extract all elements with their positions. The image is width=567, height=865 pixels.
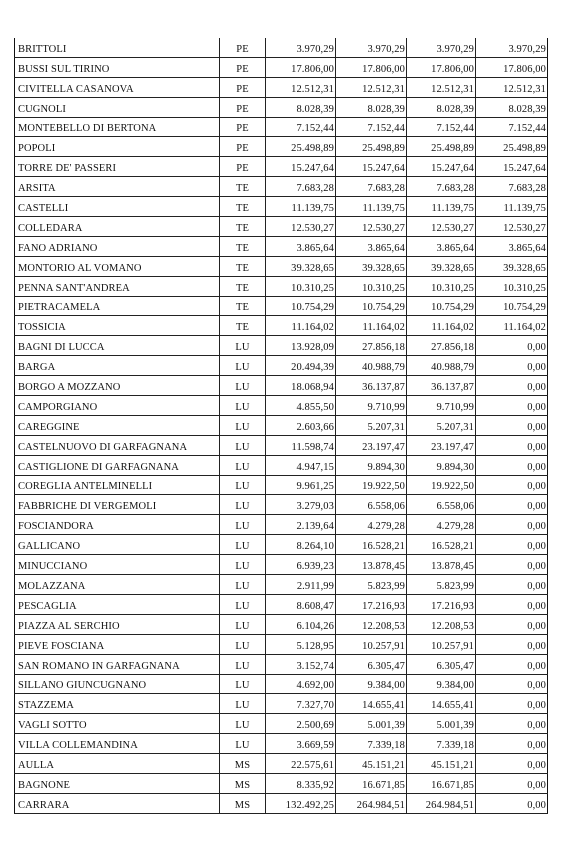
amount-column-2-cell: 5.001,39 xyxy=(336,714,407,734)
amount-column-3-cell: 27.856,18 xyxy=(407,336,476,356)
amount-column-4-cell: 3.970,29 xyxy=(476,38,548,57)
municipality-name-cell: BARGA xyxy=(15,356,220,376)
amount-column-3-cell: 12.530,27 xyxy=(407,217,476,237)
amount-column-2-cell: 7.152,44 xyxy=(336,117,407,137)
amount-column-3-cell: 3.970,29 xyxy=(407,38,476,57)
amount-column-2-cell: 16.671,85 xyxy=(336,773,407,793)
province-code-cell: TE xyxy=(220,217,266,237)
table-row xyxy=(15,555,548,575)
amount-column-3-cell: 14.655,41 xyxy=(407,694,476,714)
amount-column-2-cell: 6.305,47 xyxy=(336,654,407,674)
amount-column-4-cell: 0,00 xyxy=(476,336,548,356)
amount-column-2-cell: 15.247,64 xyxy=(336,157,407,177)
amount-column-2-cell: 17.806,00 xyxy=(336,57,407,77)
province-code-cell: LU xyxy=(220,555,266,575)
amount-column-1-cell: 11.164,02 xyxy=(266,316,336,336)
amount-column-4-cell: 0,00 xyxy=(476,734,548,754)
municipality-name-cell: TORRE DE' PASSERI xyxy=(15,157,220,177)
amount-column-4-cell: 25.498,89 xyxy=(476,137,548,157)
amount-column-3-cell: 3.865,64 xyxy=(407,236,476,256)
amount-column-2-cell: 9.894,30 xyxy=(336,455,407,475)
table-row xyxy=(15,634,548,654)
municipality-name-cell: MONTORIO AL VOMANO xyxy=(15,256,220,276)
amount-column-3-cell: 11.139,75 xyxy=(407,197,476,217)
table-row xyxy=(15,217,548,237)
amount-column-2-cell: 45.151,21 xyxy=(336,754,407,774)
table-row xyxy=(15,38,548,57)
amount-column-3-cell: 6.305,47 xyxy=(407,654,476,674)
province-code-cell: MS xyxy=(220,793,266,813)
province-code-cell: LU xyxy=(220,614,266,634)
amount-column-2-cell: 9.384,00 xyxy=(336,674,407,694)
province-code-cell: TE xyxy=(220,256,266,276)
province-code-cell: TE xyxy=(220,177,266,197)
municipality-name-cell: CAREGGINE xyxy=(15,415,220,435)
province-code-cell: MS xyxy=(220,754,266,774)
amount-column-4-cell: 0,00 xyxy=(476,754,548,774)
amount-column-2-cell: 8.028,39 xyxy=(336,97,407,117)
municipality-name-cell: FANO ADRIANO xyxy=(15,236,220,256)
table-row xyxy=(15,157,548,177)
amount-column-1-cell: 4.855,50 xyxy=(266,396,336,416)
amount-column-4-cell: 0,00 xyxy=(476,555,548,575)
province-code-cell: LU xyxy=(220,674,266,694)
province-code-cell: LU xyxy=(220,435,266,455)
table-row xyxy=(15,714,548,734)
amount-column-3-cell: 40.988,79 xyxy=(407,356,476,376)
amount-column-2-cell: 6.558,06 xyxy=(336,495,407,515)
province-code-cell: MS xyxy=(220,773,266,793)
amount-column-2-cell: 10.754,29 xyxy=(336,296,407,316)
amount-column-1-cell: 132.492,25 xyxy=(266,793,336,813)
amount-column-1-cell: 6.104,26 xyxy=(266,614,336,634)
table-row xyxy=(15,97,548,117)
municipality-name-cell: MONTEBELLO DI BERTONA xyxy=(15,117,220,137)
province-code-cell: TE xyxy=(220,316,266,336)
amount-column-4-cell: 0,00 xyxy=(476,475,548,495)
table-row xyxy=(15,316,548,336)
amount-column-3-cell: 11.164,02 xyxy=(407,316,476,336)
amount-column-4-cell: 0,00 xyxy=(476,396,548,416)
amount-column-3-cell: 6.558,06 xyxy=(407,495,476,515)
amount-column-1-cell: 4.692,00 xyxy=(266,674,336,694)
amount-column-1-cell: 39.328,65 xyxy=(266,256,336,276)
amount-column-3-cell: 9.894,30 xyxy=(407,455,476,475)
table-row xyxy=(15,773,548,793)
amount-column-3-cell: 19.922,50 xyxy=(407,475,476,495)
province-code-cell: LU xyxy=(220,734,266,754)
amount-column-2-cell: 13.878,45 xyxy=(336,555,407,575)
amount-column-2-cell: 27.856,18 xyxy=(336,336,407,356)
amount-column-1-cell: 10.754,29 xyxy=(266,296,336,316)
table-row xyxy=(15,435,548,455)
table-row xyxy=(15,614,548,634)
amount-column-1-cell: 7.683,28 xyxy=(266,177,336,197)
amount-column-3-cell: 12.512,31 xyxy=(407,77,476,97)
table-row xyxy=(15,296,548,316)
municipality-name-cell: COREGLIA ANTELMINELLI xyxy=(15,475,220,495)
amount-column-2-cell: 36.137,87 xyxy=(336,376,407,396)
table-row xyxy=(15,515,548,535)
municipality-name-cell: TOSSICIA xyxy=(15,316,220,336)
amount-column-1-cell: 8.028,39 xyxy=(266,97,336,117)
amount-column-3-cell: 4.279,28 xyxy=(407,515,476,535)
amount-column-4-cell: 17.806,00 xyxy=(476,57,548,77)
amount-column-2-cell: 12.530,27 xyxy=(336,217,407,237)
amount-column-4-cell: 8.028,39 xyxy=(476,97,548,117)
table-row xyxy=(15,117,548,137)
amount-column-3-cell: 10.310,25 xyxy=(407,276,476,296)
amount-column-1-cell: 7.327,70 xyxy=(266,694,336,714)
amount-column-4-cell: 0,00 xyxy=(476,674,548,694)
amount-column-4-cell: 0,00 xyxy=(476,594,548,614)
amount-column-1-cell: 7.152,44 xyxy=(266,117,336,137)
amount-column-2-cell: 16.528,21 xyxy=(336,535,407,555)
table-row xyxy=(15,137,548,157)
province-code-cell: LU xyxy=(220,475,266,495)
amount-column-3-cell: 10.257,91 xyxy=(407,634,476,654)
amount-column-3-cell: 25.498,89 xyxy=(407,137,476,157)
amount-column-3-cell: 45.151,21 xyxy=(407,754,476,774)
amount-column-1-cell: 9.961,25 xyxy=(266,475,336,495)
amount-column-2-cell: 12.208,53 xyxy=(336,614,407,634)
province-code-cell: LU xyxy=(220,376,266,396)
amount-column-4-cell: 0,00 xyxy=(476,654,548,674)
amount-column-1-cell: 25.498,89 xyxy=(266,137,336,157)
amount-column-2-cell: 23.197,47 xyxy=(336,435,407,455)
municipality-name-cell: COLLEDARA xyxy=(15,217,220,237)
table-row xyxy=(15,754,548,774)
table-row xyxy=(15,376,548,396)
amount-column-4-cell: 0,00 xyxy=(476,575,548,595)
amount-column-4-cell: 0,00 xyxy=(476,495,548,515)
amount-column-1-cell: 3.669,59 xyxy=(266,734,336,754)
amount-column-4-cell: 11.164,02 xyxy=(476,316,548,336)
amount-column-2-cell: 17.216,93 xyxy=(336,594,407,614)
municipality-name-cell: PIAZZA AL SERCHIO xyxy=(15,614,220,634)
amount-column-1-cell: 12.530,27 xyxy=(266,217,336,237)
table-row xyxy=(15,336,548,356)
amount-column-4-cell: 12.530,27 xyxy=(476,217,548,237)
table-row xyxy=(15,236,548,256)
province-code-cell: PE xyxy=(220,97,266,117)
amount-column-3-cell: 13.878,45 xyxy=(407,555,476,575)
table-row xyxy=(15,575,548,595)
amount-column-1-cell: 2.139,64 xyxy=(266,515,336,535)
amount-column-4-cell: 0,00 xyxy=(476,415,548,435)
amount-column-4-cell: 0,00 xyxy=(476,634,548,654)
province-code-cell: LU xyxy=(220,594,266,614)
amount-column-1-cell: 20.494,39 xyxy=(266,356,336,376)
municipality-name-cell: BRITTOLI xyxy=(15,38,220,57)
municipality-name-cell: STAZZEMA xyxy=(15,694,220,714)
table-row xyxy=(15,654,548,674)
table-row xyxy=(15,415,548,435)
amount-column-4-cell: 0,00 xyxy=(476,694,548,714)
table-row xyxy=(15,276,548,296)
province-code-cell: LU xyxy=(220,515,266,535)
amount-column-3-cell: 5.823,99 xyxy=(407,575,476,595)
municipality-name-cell: BORGO A MOZZANO xyxy=(15,376,220,396)
municipality-name-cell: MOLAZZANA xyxy=(15,575,220,595)
table-row xyxy=(15,197,548,217)
amount-column-2-cell: 39.328,65 xyxy=(336,256,407,276)
table-row xyxy=(15,475,548,495)
province-code-cell: LU xyxy=(220,535,266,555)
province-code-cell: PE xyxy=(220,57,266,77)
amount-column-1-cell: 2.603,66 xyxy=(266,415,336,435)
municipality-name-cell: MINUCCIANO xyxy=(15,555,220,575)
amount-column-1-cell: 15.247,64 xyxy=(266,157,336,177)
province-code-cell: LU xyxy=(220,495,266,515)
amount-column-4-cell: 10.754,29 xyxy=(476,296,548,316)
amount-column-1-cell: 12.512,31 xyxy=(266,77,336,97)
municipality-name-cell: PIEVE FOSCIANA xyxy=(15,634,220,654)
municipality-name-cell: SILLANO GIUNCUGNANO xyxy=(15,674,220,694)
amount-column-1-cell: 3.279,03 xyxy=(266,495,336,515)
amount-column-2-cell: 7.339,18 xyxy=(336,734,407,754)
table-row xyxy=(15,793,548,813)
municipality-name-cell: CIVITELLA CASANOVA xyxy=(15,77,220,97)
municipality-name-cell: FABBRICHE DI VERGEMOLI xyxy=(15,495,220,515)
amount-column-4-cell: 0,00 xyxy=(476,435,548,455)
amount-column-4-cell: 0,00 xyxy=(476,614,548,634)
amount-column-3-cell: 39.328,65 xyxy=(407,256,476,276)
amount-column-2-cell: 5.823,99 xyxy=(336,575,407,595)
municipality-name-cell: PENNA SANT'ANDREA xyxy=(15,276,220,296)
amount-column-1-cell: 11.139,75 xyxy=(266,197,336,217)
table-row xyxy=(15,734,548,754)
amount-column-4-cell: 0,00 xyxy=(476,714,548,734)
amount-column-4-cell: 0,00 xyxy=(476,376,548,396)
municipality-name-cell: GALLICANO xyxy=(15,535,220,555)
province-code-cell: LU xyxy=(220,396,266,416)
province-code-cell: LU xyxy=(220,694,266,714)
amount-column-3-cell: 23.197,47 xyxy=(407,435,476,455)
amount-column-1-cell: 22.575,61 xyxy=(266,754,336,774)
municipality-name-cell: CASTIGLIONE DI GARFAGNANA xyxy=(15,455,220,475)
table-row xyxy=(15,594,548,614)
amount-column-2-cell: 3.865,64 xyxy=(336,236,407,256)
table-row xyxy=(15,455,548,475)
table-row xyxy=(15,177,548,197)
province-code-cell: LU xyxy=(220,714,266,734)
province-code-cell: PE xyxy=(220,137,266,157)
amount-column-1-cell: 10.310,25 xyxy=(266,276,336,296)
amount-column-1-cell: 3.865,64 xyxy=(266,236,336,256)
table-body xyxy=(15,38,548,813)
municipality-name-cell: AULLA xyxy=(15,754,220,774)
municipality-name-cell: CAMPORGIANO xyxy=(15,396,220,416)
municipality-name-cell: SAN ROMANO IN GARFAGNANA xyxy=(15,654,220,674)
municipality-name-cell: BAGNI DI LUCCA xyxy=(15,336,220,356)
amount-column-2-cell: 40.988,79 xyxy=(336,356,407,376)
amount-column-4-cell: 0,00 xyxy=(476,535,548,555)
amount-column-2-cell: 7.683,28 xyxy=(336,177,407,197)
amount-column-4-cell: 3.865,64 xyxy=(476,236,548,256)
amount-column-3-cell: 17.216,93 xyxy=(407,594,476,614)
amount-column-2-cell: 25.498,89 xyxy=(336,137,407,157)
province-code-cell: LU xyxy=(220,654,266,674)
amount-column-4-cell: 0,00 xyxy=(476,455,548,475)
municipality-allocation-table xyxy=(14,38,548,814)
amount-column-1-cell: 3.152,74 xyxy=(266,654,336,674)
amount-column-2-cell: 19.922,50 xyxy=(336,475,407,495)
table-row xyxy=(15,694,548,714)
table-row xyxy=(15,396,548,416)
amount-column-3-cell: 10.754,29 xyxy=(407,296,476,316)
amount-column-4-cell: 7.152,44 xyxy=(476,117,548,137)
amount-column-3-cell: 15.247,64 xyxy=(407,157,476,177)
amount-column-1-cell: 3.970,29 xyxy=(266,38,336,57)
amount-column-1-cell: 4.947,15 xyxy=(266,455,336,475)
amount-column-2-cell: 264.984,51 xyxy=(336,793,407,813)
province-code-cell: LU xyxy=(220,634,266,654)
municipality-name-cell: PESCAGLIA xyxy=(15,594,220,614)
amount-column-2-cell: 3.970,29 xyxy=(336,38,407,57)
table-row xyxy=(15,57,548,77)
province-code-cell: TE xyxy=(220,276,266,296)
municipality-name-cell: ARSITA xyxy=(15,177,220,197)
amount-column-1-cell: 8.335,92 xyxy=(266,773,336,793)
amount-column-2-cell: 9.710,99 xyxy=(336,396,407,416)
amount-column-2-cell: 14.655,41 xyxy=(336,694,407,714)
amount-column-4-cell: 7.683,28 xyxy=(476,177,548,197)
amount-column-3-cell: 12.208,53 xyxy=(407,614,476,634)
amount-column-3-cell: 36.137,87 xyxy=(407,376,476,396)
amount-column-2-cell: 4.279,28 xyxy=(336,515,407,535)
amount-column-3-cell: 9.710,99 xyxy=(407,396,476,416)
amount-column-3-cell: 264.984,51 xyxy=(407,793,476,813)
amount-column-3-cell: 8.028,39 xyxy=(407,97,476,117)
amount-column-1-cell: 5.128,95 xyxy=(266,634,336,654)
province-code-cell: LU xyxy=(220,415,266,435)
amount-column-4-cell: 15.247,64 xyxy=(476,157,548,177)
province-code-cell: PE xyxy=(220,117,266,137)
amount-column-1-cell: 2.500,69 xyxy=(266,714,336,734)
amount-column-1-cell: 8.264,10 xyxy=(266,535,336,555)
table-row xyxy=(15,256,548,276)
table-row xyxy=(15,674,548,694)
province-code-cell: PE xyxy=(220,157,266,177)
table-row xyxy=(15,535,548,555)
amount-column-2-cell: 11.139,75 xyxy=(336,197,407,217)
province-code-cell: LU xyxy=(220,455,266,475)
amount-column-1-cell: 17.806,00 xyxy=(266,57,336,77)
amount-column-3-cell: 7.683,28 xyxy=(407,177,476,197)
amount-column-3-cell: 7.339,18 xyxy=(407,734,476,754)
amount-column-3-cell: 9.384,00 xyxy=(407,674,476,694)
amount-column-1-cell: 2.911,99 xyxy=(266,575,336,595)
amount-column-2-cell: 10.310,25 xyxy=(336,276,407,296)
province-code-cell: TE xyxy=(220,197,266,217)
municipality-name-cell: CASTELLI xyxy=(15,197,220,217)
province-code-cell: LU xyxy=(220,575,266,595)
amount-column-2-cell: 11.164,02 xyxy=(336,316,407,336)
municipality-name-cell: CUGNOLI xyxy=(15,97,220,117)
amount-column-4-cell: 39.328,65 xyxy=(476,256,548,276)
municipality-name-cell: FOSCIANDORA xyxy=(15,515,220,535)
municipality-name-cell: VILLA COLLEMANDINA xyxy=(15,734,220,754)
municipality-name-cell: PIETRACAMELA xyxy=(15,296,220,316)
amount-column-3-cell: 17.806,00 xyxy=(407,57,476,77)
amount-column-3-cell: 5.001,39 xyxy=(407,714,476,734)
amount-column-2-cell: 12.512,31 xyxy=(336,77,407,97)
table-row xyxy=(15,356,548,376)
amount-column-3-cell: 16.671,85 xyxy=(407,773,476,793)
amount-column-1-cell: 13.928,09 xyxy=(266,336,336,356)
amount-column-1-cell: 8.608,47 xyxy=(266,594,336,614)
amount-column-4-cell: 11.139,75 xyxy=(476,197,548,217)
municipality-name-cell: BUSSI SUL TIRINO xyxy=(15,57,220,77)
table-row xyxy=(15,495,548,515)
municipality-name-cell: VAGLI SOTTO xyxy=(15,714,220,734)
amount-column-3-cell: 16.528,21 xyxy=(407,535,476,555)
municipality-name-cell: CARRARA xyxy=(15,793,220,813)
municipality-name-cell: POPOLI xyxy=(15,137,220,157)
amount-column-3-cell: 5.207,31 xyxy=(407,415,476,435)
table-row xyxy=(15,77,548,97)
amount-column-4-cell: 10.310,25 xyxy=(476,276,548,296)
amount-column-4-cell: 12.512,31 xyxy=(476,77,548,97)
province-code-cell: TE xyxy=(220,236,266,256)
province-code-cell: PE xyxy=(220,77,266,97)
amount-column-2-cell: 5.207,31 xyxy=(336,415,407,435)
amount-column-1-cell: 18.068,94 xyxy=(266,376,336,396)
amount-column-1-cell: 6.939,23 xyxy=(266,555,336,575)
municipality-name-cell: BAGNONE xyxy=(15,773,220,793)
province-code-cell: LU xyxy=(220,356,266,376)
amount-column-4-cell: 0,00 xyxy=(476,773,548,793)
amount-column-3-cell: 7.152,44 xyxy=(407,117,476,137)
amount-column-4-cell: 0,00 xyxy=(476,515,548,535)
province-code-cell: PE xyxy=(220,38,266,57)
amount-column-2-cell: 10.257,91 xyxy=(336,634,407,654)
province-code-cell: TE xyxy=(220,296,266,316)
amount-column-4-cell: 0,00 xyxy=(476,793,548,813)
amount-column-4-cell: 0,00 xyxy=(476,356,548,376)
province-code-cell: LU xyxy=(220,336,266,356)
amount-column-1-cell: 11.598,74 xyxy=(266,435,336,455)
municipality-name-cell: CASTELNUOVO DI GARFAGNANA xyxy=(15,435,220,455)
